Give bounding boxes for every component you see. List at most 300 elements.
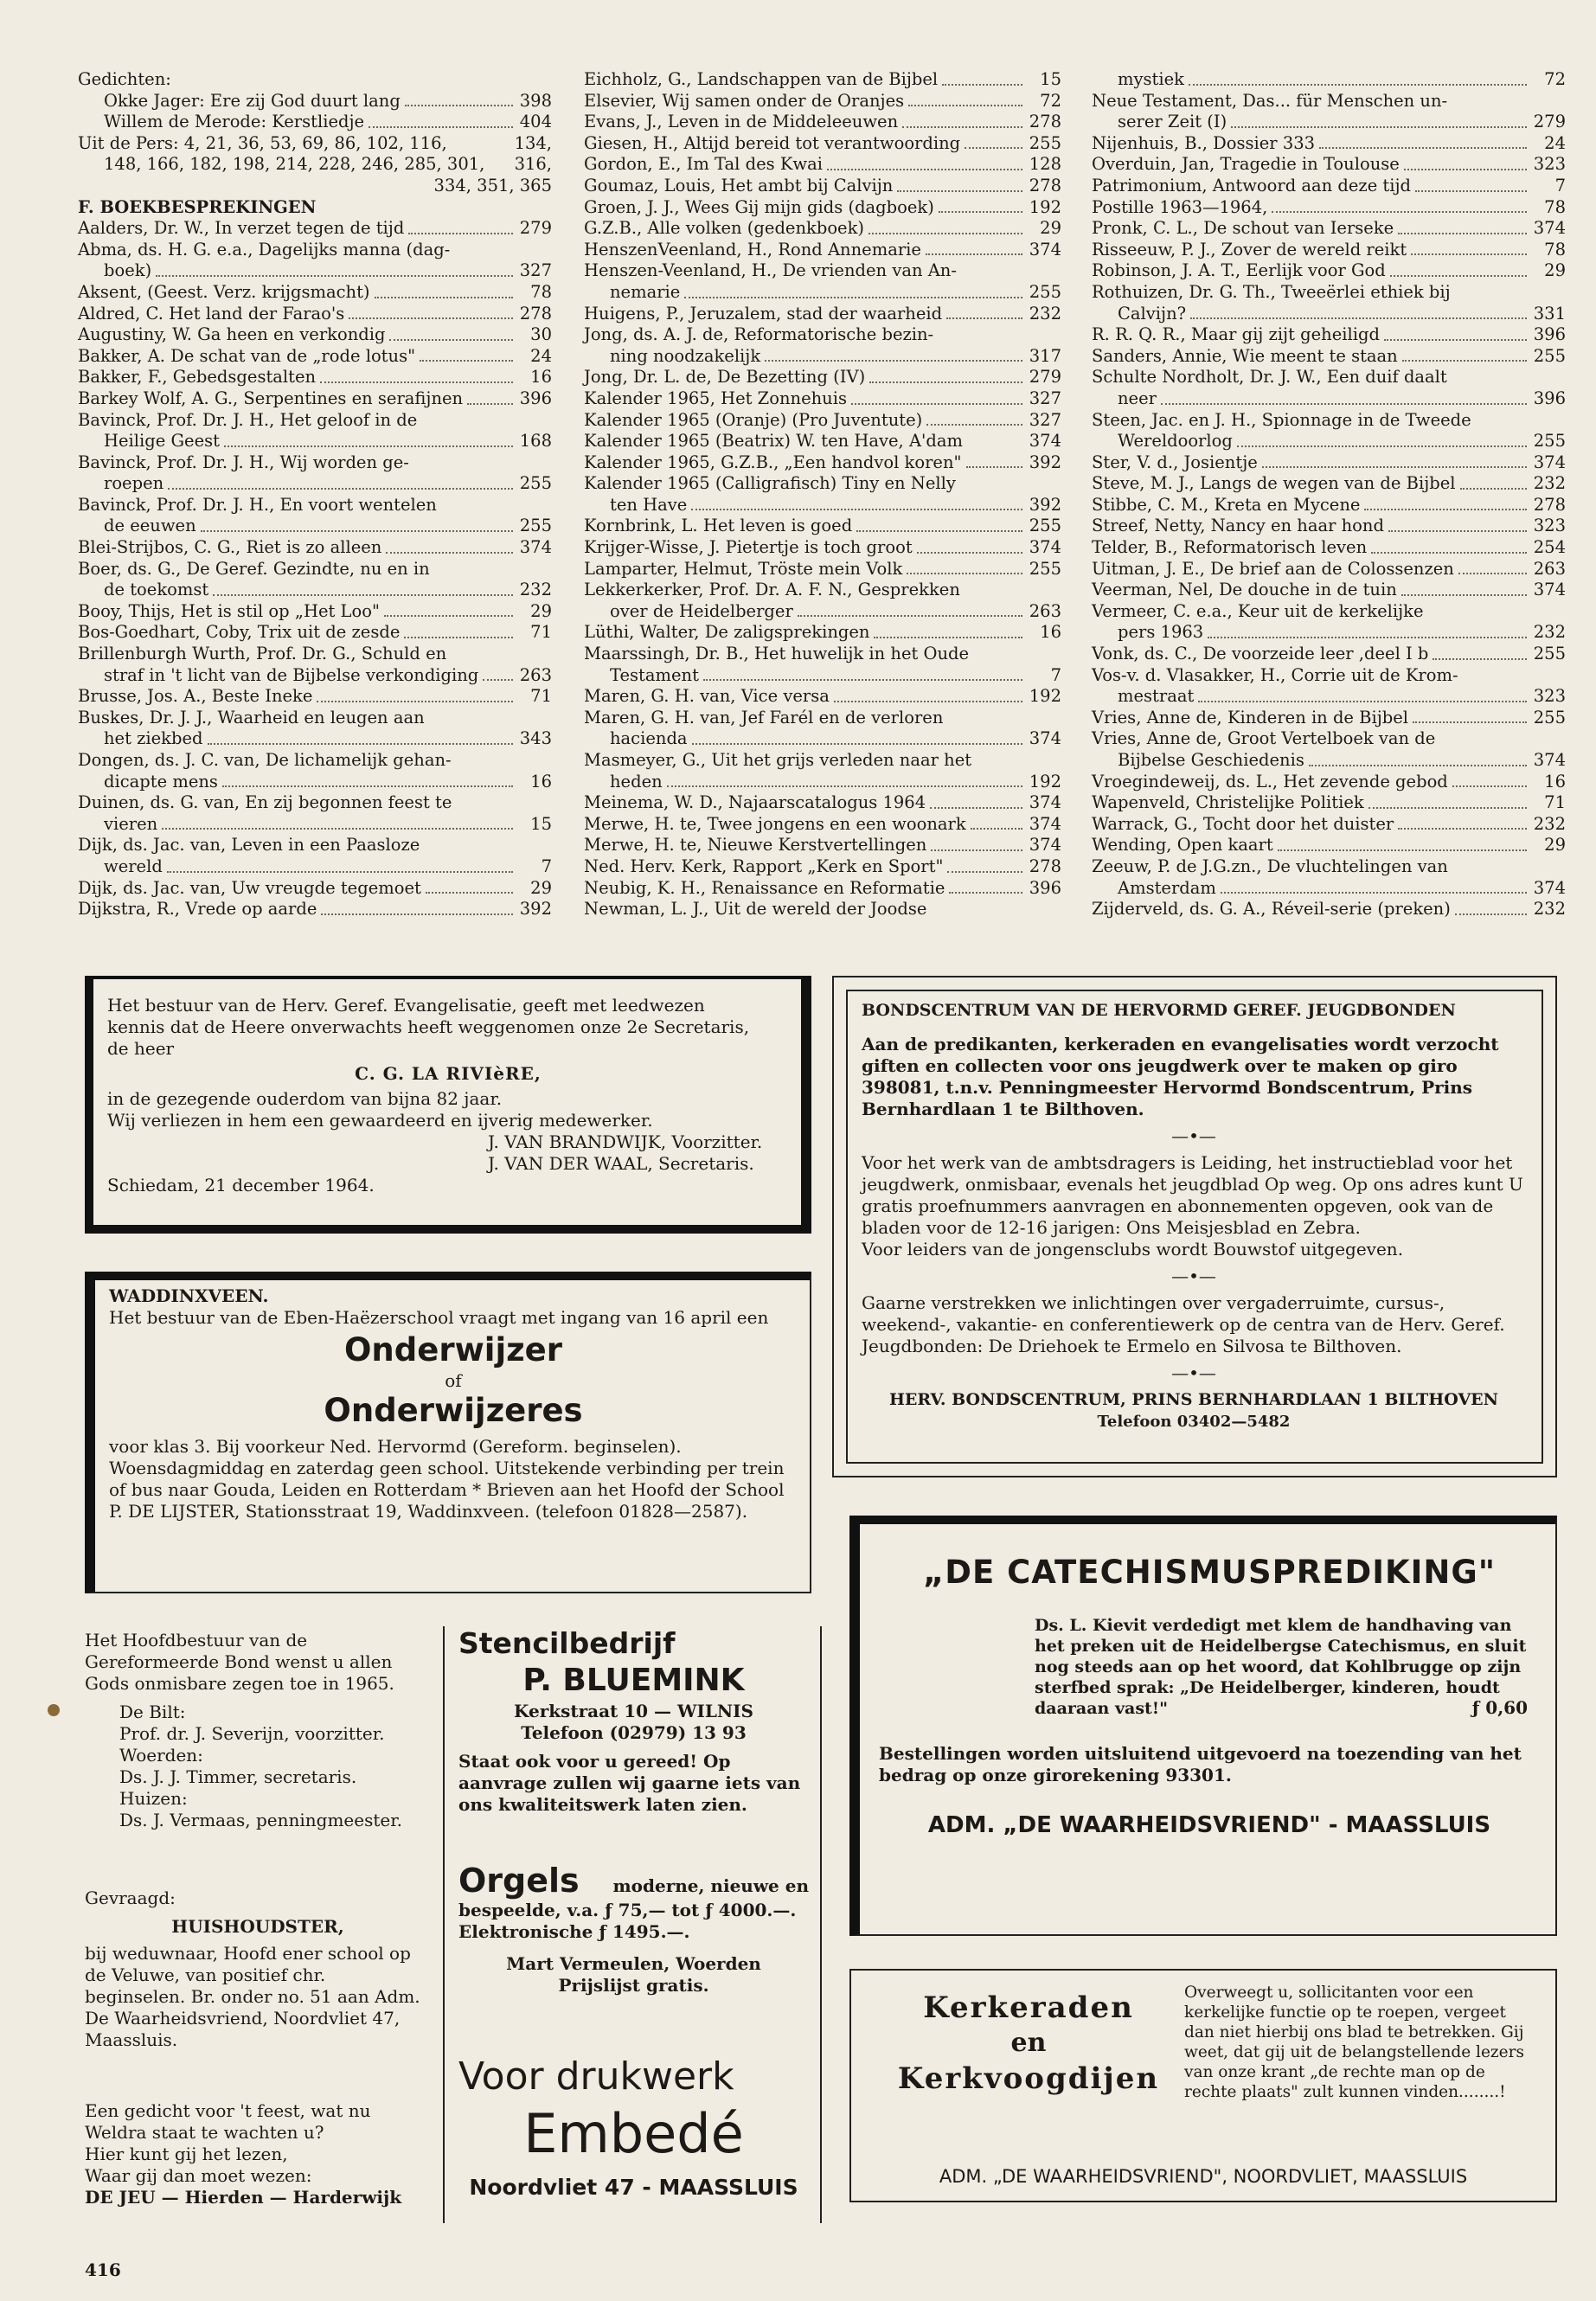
index-entry-title: Calvijn? xyxy=(1118,303,1187,324)
index-entry-page: 327 xyxy=(1029,409,1061,430)
index-entry xyxy=(584,410,1061,432)
index-entry-title: Lamparter, Helmut, Tröste mein Volk xyxy=(584,558,903,579)
index-line: Jong, ds. A. J. de, Reformatorische bezin- xyxy=(584,324,934,345)
catechismus-title: „DE CATECHISMUSPREDIKING" xyxy=(922,1554,1497,1591)
index-entry-page: 343 xyxy=(519,728,552,749)
index-line: Brillenburgh Wurth, Prof. Dr. G., Schuld en xyxy=(78,644,447,664)
index-line: Bavinck, Prof. Dr. J. H., En voort wentelen xyxy=(78,494,437,515)
index-entry xyxy=(584,176,1061,197)
index-entry xyxy=(1092,197,1566,219)
orgels-ad xyxy=(458,1862,809,1997)
index-entry-page: 331 xyxy=(1533,303,1566,324)
index-entry-page: 232 xyxy=(1533,473,1566,494)
bondscentrum-address: HERV. BONDSCENTRUM, PRINS BERNHARDLAAN 1 BILTHOVEN xyxy=(888,1390,1499,1409)
index-entry-page: 327 xyxy=(519,260,552,281)
index-line: Duinen, ds. G. van, En zij begonnen feest te xyxy=(78,792,452,813)
index-entry-title: Maren, G. H. van, Vice versa xyxy=(584,686,830,707)
index-entry-leader xyxy=(1452,785,1527,787)
hoofdbestuur-text: Het Hoofdbestuur van de Gereformeerde Bond wenst u allen Gods onmisbare zegen toe in 1965. xyxy=(85,1630,394,1694)
scan-mark xyxy=(48,1704,60,1716)
index-entry-title: hacienda xyxy=(610,728,688,749)
index-entry-title: Uitman, J. E., De brief aan de Colossenzen xyxy=(1092,558,1454,579)
bondscentrum-separator-1: —•— xyxy=(1171,1125,1216,1146)
index-entry-leader xyxy=(1384,339,1527,341)
index-entry-leader xyxy=(834,701,1022,702)
index-entry xyxy=(1092,473,1566,495)
index-entry-page: 78 xyxy=(1544,239,1566,260)
bondscentrum-title: BONDSCENTRUM VAN DE HERVORMD GEREF. JEUGDBONDEN xyxy=(862,1001,1456,1020)
bondscentrum-separator-3: —•— xyxy=(1171,1362,1216,1383)
index-line: Bavinck, Prof. Dr. J. H., Wij worden ge- xyxy=(78,452,409,472)
index-entry-title: Pronk, C. L., De schout van Ierseke xyxy=(1092,218,1394,239)
index-entry-title: Zijderveld, ds. G. A., Réveil-serie (preken) xyxy=(1092,899,1451,920)
waddinxveen-heading: WADDINXVEEN. xyxy=(109,1285,269,1306)
index-entry xyxy=(1092,495,1566,516)
index-entry-title: Meinema, W. D., Najaarscatalogus 1964 xyxy=(584,792,926,813)
index-line: Neue Testament, Das... für Menschen un- xyxy=(1092,90,1448,111)
index-entry-page: 263 xyxy=(1533,558,1566,579)
index-entry xyxy=(78,665,552,687)
index-entry xyxy=(78,580,552,601)
index-entry-page: 317 xyxy=(1029,345,1061,366)
index-entry-page: 323 xyxy=(1533,686,1566,707)
index-entry-leader xyxy=(965,147,1022,149)
drukwerk-ad xyxy=(458,2054,809,2202)
index-entry-title: Patrimonium, Antwoord aan deze tijd xyxy=(1092,175,1412,195)
index-entry-leader xyxy=(851,403,1022,405)
index-entry-title: Aldred, C. Het land der Farao's xyxy=(78,303,345,324)
index-entry xyxy=(78,622,552,644)
index-entry-title: Barkey Wolf, A. G., Serpentines en serafijnen xyxy=(78,388,464,408)
index-entry xyxy=(584,388,1061,410)
index-entry-page: 232 xyxy=(519,580,552,600)
index-entry-title: Neubig, K. H., Renaissance en Reformatie xyxy=(584,877,945,898)
index-entry-title: Booy, Thijs, Het is stil op „Het Loo" xyxy=(78,600,380,621)
index-entry-page: 232 xyxy=(1029,303,1061,324)
index-entry-page: 29 xyxy=(1544,835,1566,856)
index-entry xyxy=(78,772,552,793)
index-entry xyxy=(1092,772,1566,793)
kerkvoogdijen-title: Kerkvoogdijen xyxy=(897,2061,1160,2096)
index-entry-leader xyxy=(426,892,513,894)
index-entry xyxy=(1092,644,1566,665)
index-entry xyxy=(584,835,1061,856)
index-entry-title: nemarie xyxy=(610,281,681,302)
index-entry-page: 254 xyxy=(1533,537,1566,558)
obituary-signature-1: J. VAN BRANDWIJK, Voorzitter. xyxy=(488,1131,763,1152)
index-entry-title: Vonk, ds. C., De voorzeide leer ,deel I b xyxy=(1092,644,1429,664)
index-entry-title: Bijbelse Geschiedenis xyxy=(1118,750,1304,770)
index-entry-leader xyxy=(1231,126,1527,128)
index-entry-title: Merwe, H. te, Twee jongens en een woonark xyxy=(584,813,966,834)
index-line: Henszen-Veenland, H., De vrienden van An- xyxy=(584,260,957,281)
index-entry-leader xyxy=(404,637,513,638)
index-column-3 xyxy=(1092,69,1566,920)
index-entry-title: vieren xyxy=(104,813,158,834)
index-entry-page: 396 xyxy=(1533,324,1566,345)
index-entry-page: 29 xyxy=(1544,260,1566,281)
index-entry-title: Kalender 1965, G.Z.B., „Een handvol koren" xyxy=(584,452,962,472)
index-entry-page: 396 xyxy=(1029,877,1061,898)
index-entry-leader xyxy=(1198,701,1527,702)
index-entry-leader xyxy=(869,233,1022,234)
index-entry-title: Kalender 1965, Het Zonnehuis xyxy=(584,388,847,408)
obituary-line-2: kennis dat de Heere onverwachts heeft weggenomen onze 2e Secretaris, xyxy=(107,1016,750,1037)
index-entry-leader xyxy=(208,743,513,745)
index-entry xyxy=(1092,580,1566,601)
index-entry-leader xyxy=(1460,488,1528,490)
index-entry-leader xyxy=(902,126,1022,128)
index-entry xyxy=(1092,388,1566,410)
index-entry-page: 374 xyxy=(1533,750,1566,770)
index-entry xyxy=(584,197,1061,219)
index-entry xyxy=(584,601,1061,623)
index-entry-leader xyxy=(408,233,513,234)
index-entry-leader xyxy=(897,190,1022,192)
index-entry xyxy=(78,154,552,176)
index-entry xyxy=(584,282,1061,304)
index-entry-page: 255 xyxy=(1533,707,1566,727)
index-entry-title: Robinson, J. A. T., Eerlijk voor God xyxy=(1092,260,1386,281)
index-entry xyxy=(78,282,552,304)
index-line: Gedichten: xyxy=(78,69,171,89)
index-entry-leader xyxy=(1398,233,1527,234)
index-entry-leader xyxy=(692,743,1022,745)
index-entry xyxy=(1092,154,1566,176)
index-entry-page: 134, xyxy=(514,132,552,153)
index-entry-page: 255 xyxy=(1533,431,1566,452)
gedicht-line-3: Hier kunt gij het lezen, xyxy=(85,2144,288,2164)
index-entry-title: Overduin, Jan, Tragedie in Toulouse xyxy=(1092,154,1400,175)
index-entry-page: 16 xyxy=(530,367,552,388)
index-entry-leader xyxy=(765,360,1022,362)
index-entry xyxy=(584,91,1061,112)
index-entry-title: Bakker, A. De schat van de „rode lotus" xyxy=(78,345,416,366)
index-entry-title: Amsterdam xyxy=(1118,877,1216,898)
index-entry-leader xyxy=(1368,807,1527,809)
index-entry-title: Kornbrink, L. Het leven is goed xyxy=(584,516,853,536)
index-line: Maren, G. H. van, Jef Farél en de verloren xyxy=(584,707,944,727)
index-entry xyxy=(78,686,552,708)
index-entry-title: heden xyxy=(610,771,663,792)
index-entry xyxy=(78,814,552,836)
index-entry-title: Sanders, Annie, Wie meent te staan xyxy=(1092,345,1398,366)
index-entry-page: 255 xyxy=(1029,281,1061,302)
index-entry-page: 24 xyxy=(1544,132,1566,153)
index-entry-page: 29 xyxy=(530,877,552,898)
index-entry xyxy=(584,537,1061,559)
index-entry xyxy=(584,367,1061,388)
drukwerk-embede: Embedé xyxy=(523,2102,744,2165)
index-entry-title: Brusse, Jos. A., Beste Ineke xyxy=(78,686,313,707)
index-entry-leader xyxy=(908,105,1022,106)
index-entry-title: Willem de Merode: Kerstliedje xyxy=(104,112,365,132)
index-entry-page: 392 xyxy=(1029,452,1061,472)
index-entry xyxy=(584,431,1061,452)
index-entry xyxy=(584,112,1061,133)
index-entry-title: Risseeuw, P. J., Zover de wereld reikt xyxy=(1092,239,1407,260)
index-entry-leader xyxy=(384,615,513,617)
obituary-ad xyxy=(85,976,811,1234)
hoofdbestuur-ad xyxy=(85,1630,431,1831)
index-entry-title: Huigens, P., Jeruzalem, stad der waarheid xyxy=(584,303,943,324)
index-entry-leader xyxy=(667,785,1022,787)
index-entry-leader xyxy=(874,637,1022,638)
index-entry xyxy=(1092,260,1566,282)
index-entry-title: Streef, Netty, Nancy en haar hond xyxy=(1092,516,1384,536)
index-entry-leader xyxy=(1455,913,1527,915)
index-entry-leader xyxy=(349,317,513,319)
index-entry-leader xyxy=(1404,169,1527,170)
index-entry xyxy=(1092,69,1566,91)
index-entry-leader xyxy=(389,339,513,341)
index-entry-leader xyxy=(1221,892,1527,894)
index-entry-leader xyxy=(1390,275,1527,277)
catechismus-ad xyxy=(849,1516,1557,1936)
orgels-tagline: moderne, nieuwe en xyxy=(612,1875,809,1896)
index-entry-page: 278 xyxy=(1029,856,1061,876)
index-entry-page: 374 xyxy=(1533,218,1566,239)
bondscentrum-ad xyxy=(832,976,1557,1477)
index-entry-leader xyxy=(405,105,513,106)
index-entry-leader xyxy=(907,573,1022,574)
index-entry-leader xyxy=(703,679,1022,681)
bondscentrum-separator-2: —•— xyxy=(1171,1266,1216,1286)
index-entry-title: de eeuwen xyxy=(104,516,196,536)
index-entry-leader xyxy=(1190,317,1527,319)
index-entry-page: 374 xyxy=(1029,431,1061,452)
index-entry-leader xyxy=(156,275,513,277)
index-entry-title: Jong, Dr. L. de, De Bezetting (IV) xyxy=(584,367,866,388)
catechismus-adm: ADM. „DE WAARHEIDSVRIEND" - MAASSLUIS xyxy=(927,1812,1491,1838)
index-line: Buskes, Dr. J. J., Waarheid en leugen aan xyxy=(78,707,425,727)
index-entry-leader xyxy=(939,211,1022,213)
index-continuation: 334, 351, 365 xyxy=(433,175,552,195)
index-column-1 xyxy=(78,69,552,920)
index-entry-leader xyxy=(827,169,1022,170)
index-entry-leader xyxy=(691,509,1022,510)
index-entry-title: Uit de Pers: 4, 21, 36, 53, 69, 86, 102, 116, xyxy=(78,132,447,153)
stencil-title: Stencilbedrijf xyxy=(458,1626,676,1660)
index-entry-leader xyxy=(926,253,1022,255)
index-entry xyxy=(1092,878,1566,900)
catechismus-order: Bestellingen worden uitsluitend uitgevoerd na toezending van het bedrag op onze girorekening 93301. xyxy=(879,1743,1522,1785)
index-entry-leader xyxy=(168,488,513,490)
index-entry xyxy=(1092,431,1566,452)
index-entry-page: 192 xyxy=(1029,686,1061,707)
index-entry-title: Ster, V. d., Josientje xyxy=(1092,452,1258,472)
stencil-ad xyxy=(458,1626,809,1816)
index-entry-leader xyxy=(386,552,513,554)
index-entry-page: 392 xyxy=(1029,494,1061,515)
index-entry-leader xyxy=(1415,190,1527,192)
index-entry-page: 374 xyxy=(1029,813,1061,834)
gedicht-line-1: Een gedicht voor 't feest, wat nu xyxy=(85,2100,371,2121)
index-entry xyxy=(584,154,1061,176)
index-line: Vos-v. d. Vlasakker, H., Corrie uit de Krom- xyxy=(1092,664,1458,685)
index-entry-title: 148, 166, 182, 198, 214, 228, 246, 285, 301, xyxy=(104,154,485,175)
index-entry xyxy=(584,452,1061,474)
index-entry xyxy=(584,69,1061,91)
index-entry-title: Wapenveld, Christelijke Politiek xyxy=(1092,792,1364,813)
index-line: Abma, ds. H. G. e.a., Dagelijks manna (dag- xyxy=(78,239,451,260)
index-entry-leader xyxy=(1401,594,1527,596)
index-line: Kalender 1965 (Calligrafisch) Tiny en Nelly xyxy=(584,473,956,494)
index-entry-page: 404 xyxy=(519,112,552,132)
index-entry-title: Kalender 1965 (Oranje) (Pro Juventute) xyxy=(584,409,923,430)
index-entry-leader xyxy=(856,530,1022,532)
index-entry xyxy=(584,559,1061,580)
index-entry-title: Warrack, G., Tocht door het duister xyxy=(1092,813,1394,834)
index-entry-page: 374 xyxy=(1029,239,1061,260)
index-entry xyxy=(1092,835,1566,856)
index-entry xyxy=(584,495,1061,516)
obituary-line-1: Het bestuur van de Herv. Geref. Evangelisatie, geeft met leedwezen xyxy=(107,995,705,1016)
drukwerk-line-1: Voor drukwerk xyxy=(458,2054,734,2099)
bondscentrum-p2: Voor het werk van de ambtsdragers is Leiding, het instructieblad voor het jeugdwerk, onmisbaar, evenals het jeugdblad Op weg. Op ons adres kunt U gratis proefnummers aanvragen en abonnementen opgeven, ook van de bladen voor de 12-16 jarigen: Ons Meisjesblad en Zebra. xyxy=(862,1152,1523,1238)
index-entry-title: Wereldoorlog xyxy=(1118,431,1233,452)
index-line: Zeeuw, P. de J.G.zn., De vluchtelingen van xyxy=(1092,856,1448,876)
index-entry-leader xyxy=(1402,360,1527,362)
index-entry-page: 374 xyxy=(1029,792,1061,813)
index-entry xyxy=(78,728,552,750)
index-entry xyxy=(78,346,552,368)
index-entry-title: Vries, Anne de, Kinderen in de Bijbel xyxy=(1092,707,1409,727)
orgels-body: bespeelde, v.a. ƒ 75,— tot ƒ 4000.—. Elektronische ƒ 1495.—. xyxy=(458,1900,797,1942)
index-entry-page: 24 xyxy=(530,345,552,366)
index-entry xyxy=(584,304,1061,325)
index-entry-page: 327 xyxy=(1029,388,1061,408)
index-entry xyxy=(584,133,1061,155)
index-entry xyxy=(1092,304,1566,325)
index-entry-leader xyxy=(1161,403,1527,405)
gevraagd-role: HUISHOUDSTER, xyxy=(171,1916,344,1937)
index-entry-leader xyxy=(1398,828,1527,830)
bondscentrum-telephone: Telefoon 03402—5482 xyxy=(1097,1413,1291,1431)
index-entry xyxy=(78,324,552,346)
index-line: Schulte Nordholt, Dr. J. W., Een duif daalt xyxy=(1092,367,1447,388)
index-entry-title: Krijger-Wisse, J. Pietertje is toch groot xyxy=(584,537,913,558)
index-entry-title: Merwe, H. te, Nieuwe Kerstvertellingen xyxy=(584,835,927,856)
index-entry-leader xyxy=(1319,147,1527,149)
bondscentrum-p1: Aan de predikanten, kerkeraden en evangelisaties wordt verzocht giften en collecten voor ons jeugdwerk over te maken op giro 398081, t.n.v. Penningmeester Hervormd Bondscentrum, Prins Bernhardlaan 1 te Bilthoven. xyxy=(862,1034,1499,1119)
index-entry-title: Veerman, Nel, De douche in de tuin xyxy=(1092,580,1397,600)
index-entry-page: 128 xyxy=(1029,154,1061,175)
index-entry xyxy=(1092,559,1566,580)
index-entry-title: Nijenhuis, B., Dossier 333 xyxy=(1092,132,1316,153)
index-entry-title: Dijkstra, R., Vrede op aarde xyxy=(78,899,317,920)
kerkeraden-en: en xyxy=(1010,2028,1047,2058)
index-entry-page: 323 xyxy=(1533,516,1566,536)
index-entry-page: 7 xyxy=(1050,664,1061,685)
index-entry-title: mestraat xyxy=(1118,686,1195,707)
index-line: Dijk, ds. Jac. van, Leven in een Paasloze xyxy=(78,835,420,856)
index-entry xyxy=(584,346,1061,368)
index-entry-leader xyxy=(1413,721,1527,723)
index-entry-title: over de Heidelberger xyxy=(610,600,793,621)
index-entry-title: Wending, Open kaart xyxy=(1092,835,1273,856)
index-entry xyxy=(1092,240,1566,261)
gedicht-line-4: Waar gij dan moet wezen: xyxy=(85,2165,312,2186)
index-entry-page: 232 xyxy=(1533,813,1566,834)
index-entry-leader xyxy=(949,892,1022,894)
index-entry-leader xyxy=(320,381,513,383)
index-entry-title: roepen xyxy=(104,473,164,494)
index-entry-title: neer xyxy=(1118,388,1157,408)
index-entry-leader xyxy=(1433,658,1527,660)
index-entry-title: HenszenVeenland, H., Rond Annemarie xyxy=(584,239,921,260)
index-entry xyxy=(1092,112,1566,133)
index-entry-page: 374 xyxy=(519,537,552,558)
index-entry-page: 232 xyxy=(1533,622,1566,643)
waddinxveen-onderwijzeres: Onderwijzeres xyxy=(324,1392,583,1429)
index-entry-title: wereld xyxy=(104,856,163,876)
index-entry-page: 316, xyxy=(514,154,552,175)
waddinxveen-ad xyxy=(85,1272,811,1593)
catechismus-body: Ds. L. Kievit verdedigt met klem de handhaving van het preken uit de Heidelbergse Catechismus, en sluit nog steeds aan op het woord, dat Kohlbrugge op zijn sterfbed sprak: „De Heidelberger, kinderen, houdt daaraan vast!" xyxy=(1035,1616,1527,1718)
index-entry xyxy=(78,516,552,537)
index-entry xyxy=(1092,708,1566,729)
index-entry-leader xyxy=(1388,530,1527,532)
obituary-name: C. G. LA RIVIèRE, xyxy=(355,1063,542,1084)
index-entry-title: het ziekbed xyxy=(104,728,203,749)
orgels-pricelist: Prijslijst gratis. xyxy=(558,1975,709,1996)
index-entry-page: 279 xyxy=(519,218,552,239)
index-entry xyxy=(584,240,1061,261)
gedicht-line-2: Weldra staat te wachten u? xyxy=(85,2122,324,2143)
index-entry-page: 78 xyxy=(530,281,552,302)
index-entry-leader xyxy=(966,466,1022,468)
index-entry-leader xyxy=(1309,765,1527,766)
index-entry-page: 374 xyxy=(1533,580,1566,600)
index-entry-page: 255 xyxy=(519,473,552,494)
index-entry-leader xyxy=(947,871,1022,873)
index-entry-title: Okke Jager: Ere zij God duurt lang xyxy=(104,90,401,111)
index-entry-page: 278 xyxy=(1029,112,1061,132)
index-line: Bavinck, Prof. Dr. J. H., Het geloof in de xyxy=(78,409,418,430)
index-entry-title: Postille 1963—1964, xyxy=(1092,196,1268,217)
index-entry xyxy=(1092,218,1566,240)
index-entry-leader xyxy=(213,594,513,596)
index-entry-title: Telder, B., Reformatorisch leven xyxy=(1092,537,1368,558)
index-entry-page: 7 xyxy=(1554,175,1566,195)
waddinxveen-intro: Het bestuur van de Eben-Haëzerschool vraagt met ingang van 16 april een xyxy=(109,1307,769,1328)
index-entry-title: Bos-Goedhart, Coby, Trix uit de zesde xyxy=(78,622,401,643)
index-entry-page: 168 xyxy=(519,431,552,452)
index-line: Vermeer, C. e.a., Keur uit de kerkelijke xyxy=(1092,600,1424,621)
index-entry xyxy=(584,686,1061,708)
index-entry-page: 374 xyxy=(1029,835,1061,856)
index-entry-leader xyxy=(971,828,1022,830)
gevraagd-heading: Gevraagd: xyxy=(85,1888,176,1908)
index-entry-page: 255 xyxy=(1029,132,1061,153)
index-entry-leader xyxy=(1208,637,1527,638)
hoofdbestuur-huizen: Huizen: xyxy=(119,1788,188,1809)
index-line: Boer, ds. G., De Geref. Gezindte, nu en in xyxy=(78,558,430,579)
index-entry-title: Evans, J., Leven in de Middeleeuwen xyxy=(584,112,899,132)
bondscentrum-p3: Voor leiders van de jongensclubs wordt Bouwstof uitgegeven. xyxy=(862,1239,1404,1259)
index-entry-title: Goumaz, Louis, Het ambt bij Calvijn xyxy=(584,175,894,195)
obituary-line-4: in de gezegende ouderdom van bijna 82 jaar. xyxy=(107,1088,503,1109)
kerkeraden-ad xyxy=(849,1969,1557,2202)
index-entry-leader xyxy=(1371,552,1527,554)
index-entry xyxy=(584,218,1061,240)
index-entry-page: 232 xyxy=(1533,899,1566,920)
index-line: Dongen, ds. J. C. van, De lichamelijk gehan- xyxy=(78,750,452,770)
hoofdbestuur-severijn: Prof. dr. J. Severijn, voorzitter. xyxy=(119,1723,385,1744)
index-entry-leader xyxy=(931,849,1022,851)
kerkeraden-adm: ADM. „DE WAARHEIDSVRIEND", NOORDVLIET, MAASSLUIS xyxy=(939,2166,1468,2187)
